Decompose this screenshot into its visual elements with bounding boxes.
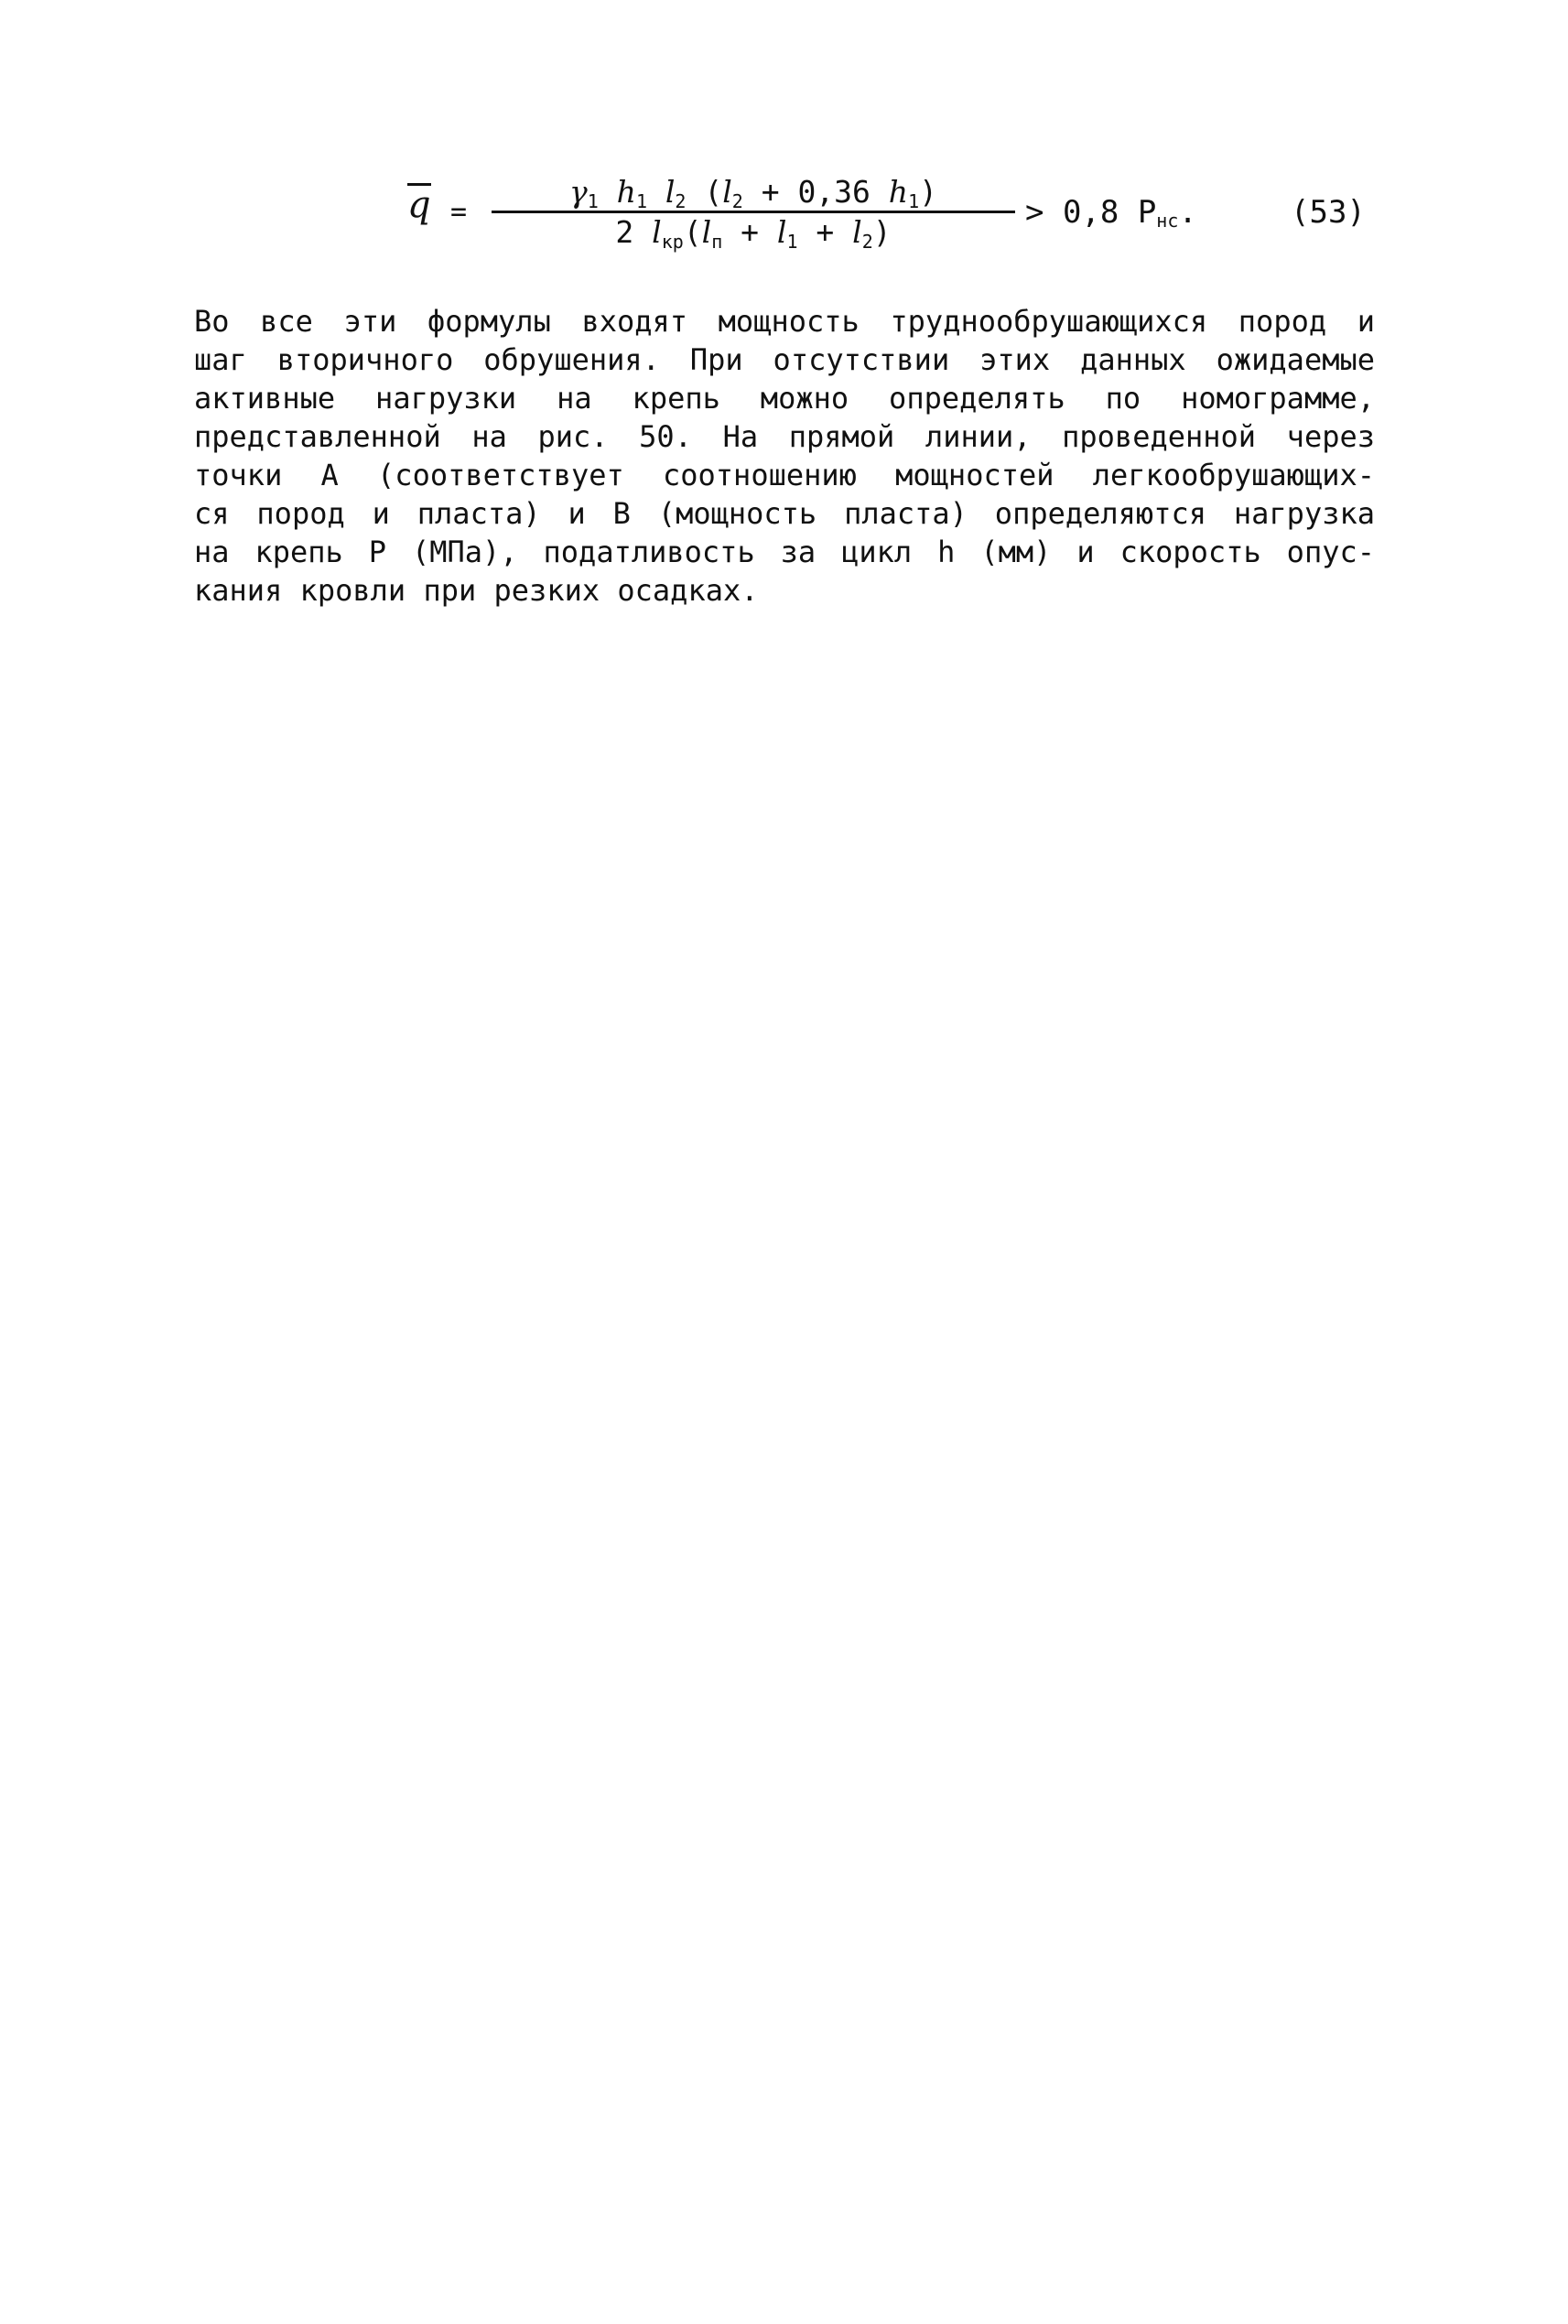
h1b-subscript: 1 xyxy=(908,190,920,212)
lp-symbol: l xyxy=(701,214,712,250)
formula-lhs xyxy=(407,183,431,226)
denominator-plus-2: + xyxy=(816,214,835,250)
denominator-paren-open: ( xyxy=(683,214,702,250)
formula-fraction xyxy=(488,174,1019,252)
equation-number: (53) xyxy=(1291,194,1366,231)
formula-relation xyxy=(1025,194,1197,232)
paragraph-line: кания кровли при резких осадках. xyxy=(194,573,759,608)
l2b-symbol: l xyxy=(722,174,732,210)
numerator-paren-open: ( xyxy=(704,174,723,210)
denominator-plus-1: + xyxy=(741,214,760,250)
relation-end: . xyxy=(1178,194,1197,231)
formula-denominator xyxy=(488,213,1019,252)
denominator-paren-close: ) xyxy=(872,214,892,250)
l2b-subscript: 2 xyxy=(731,190,743,212)
denominator-two: 2 xyxy=(615,214,634,250)
numerator-paren-close: ) xyxy=(919,174,937,210)
paragraph-line: точки А (соответствует соотношению мощностей легкообрушающих- xyxy=(194,458,1375,492)
l2-denom-subscript: 2 xyxy=(861,231,873,253)
l2-symbol: l xyxy=(665,174,676,210)
paragraph-line: на крепь Р (МПа), податливость за цикл h (мм) и скорость опус- xyxy=(194,535,1375,569)
paragraph-line: шаг вторичного обрушения. При отсутствии этих данных ожидаемые xyxy=(194,342,1375,377)
h1b-symbol: h xyxy=(888,174,909,210)
l2-subscript: 2 xyxy=(675,190,687,212)
q-bar-symbol: q xyxy=(407,184,431,226)
lp-subscript: п xyxy=(711,231,723,253)
paragraph-line: Во все эти формулы входят мощность труднообрушающихся пород и xyxy=(194,304,1375,339)
relation-subscript: нс xyxy=(1156,210,1179,232)
paragraph-line: ся пород и пласта) и В (мощность пласта) определяются нагрузка xyxy=(194,496,1375,531)
formula-53 xyxy=(407,174,1378,275)
h1-subscript: 1 xyxy=(635,190,647,212)
paragraph-line: активные нагрузки на крепь можно определять по номограмме, xyxy=(194,381,1375,416)
h1-symbol: h xyxy=(616,174,636,210)
body-paragraph xyxy=(194,302,1375,610)
lkr-subscript: кр xyxy=(661,231,684,253)
formula-numerator xyxy=(488,174,1019,211)
l1-symbol: l xyxy=(776,214,787,250)
gamma-symbol: γ xyxy=(569,174,588,210)
lkr-symbol: l xyxy=(652,214,662,250)
l2-denom-symbol: l xyxy=(852,214,862,250)
relation-text: > 0,8 P xyxy=(1025,194,1157,231)
equals-sign: = xyxy=(450,196,468,228)
gamma-subscript: 1 xyxy=(587,190,599,212)
numerator-plus-term: + 0,36 xyxy=(761,174,871,210)
paragraph-line: представленной на рис. 50. На прямой линии, проведенной через xyxy=(194,419,1375,454)
l1-subscript: 1 xyxy=(786,231,798,253)
